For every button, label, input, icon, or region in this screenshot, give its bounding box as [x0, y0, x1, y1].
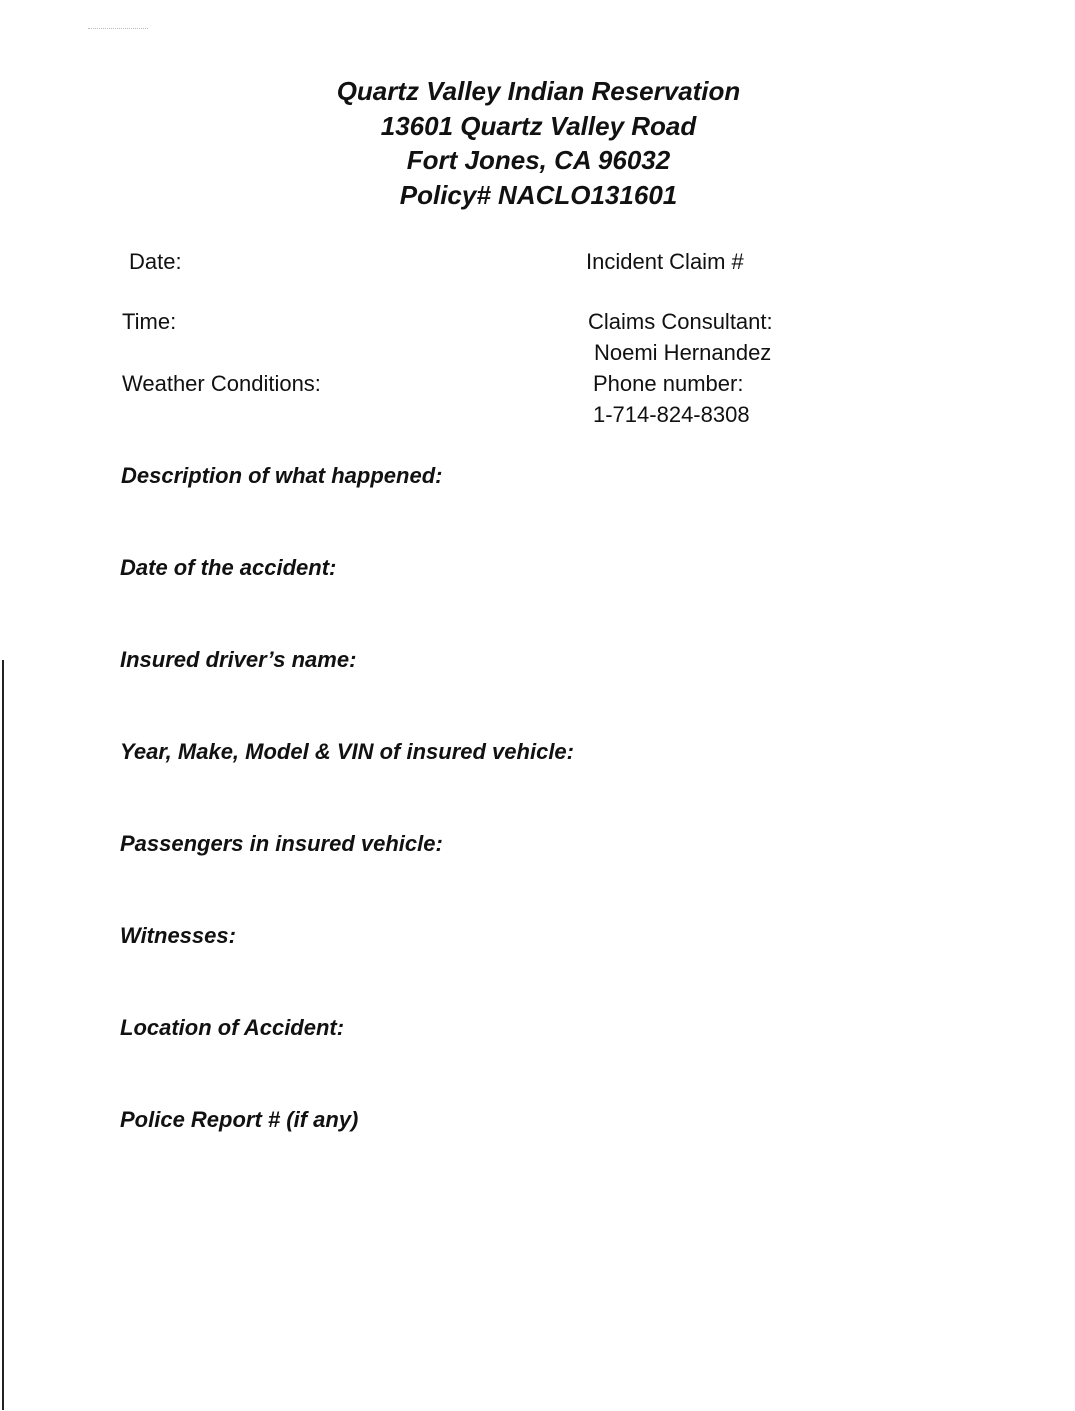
section-police-report: Police Report # (if any) — [120, 1107, 359, 1132]
section-location-of-accident: Location of Accident: — [120, 1015, 345, 1040]
section-insured-vehicle: Year, Make, Model & VIN of insured vehicle: — [120, 739, 574, 764]
section-passengers: Passengers in insured vehicle: — [120, 831, 443, 856]
section-description: Description of what happened: — [121, 463, 443, 488]
section-insured-driver-name: Insured driver’s name: — [120, 647, 357, 672]
date-label: Date: — [129, 249, 182, 274]
phone-number-label: Phone number: — [593, 371, 744, 396]
scan-edge-line — [2, 660, 4, 1410]
claims-consultant-name: Noemi Hernandez — [594, 340, 772, 365]
header-policy-number: Policy# NACLO131601 — [399, 179, 678, 210]
header-street-address: 13601 Quartz Valley Road — [380, 110, 697, 141]
section-witnesses: Witnesses: — [120, 923, 236, 948]
time-label: Time: — [122, 309, 177, 334]
incident-claim-label: Incident Claim # — [586, 249, 744, 274]
scan-specks — [88, 28, 148, 32]
header-city-state-zip: Fort Jones, CA 96032 — [406, 145, 671, 175]
section-date-of-accident: Date of the accident: — [120, 555, 337, 580]
weather-conditions-label: Weather Conditions: — [122, 371, 321, 396]
document-header — [0, 74, 1075, 212]
header-organization: Quartz Valley Indian Reservation — [336, 76, 741, 106]
claims-consultant-label: Claims Consultant: — [588, 309, 773, 334]
phone-number-value: 1-714-824-8308 — [593, 402, 750, 427]
